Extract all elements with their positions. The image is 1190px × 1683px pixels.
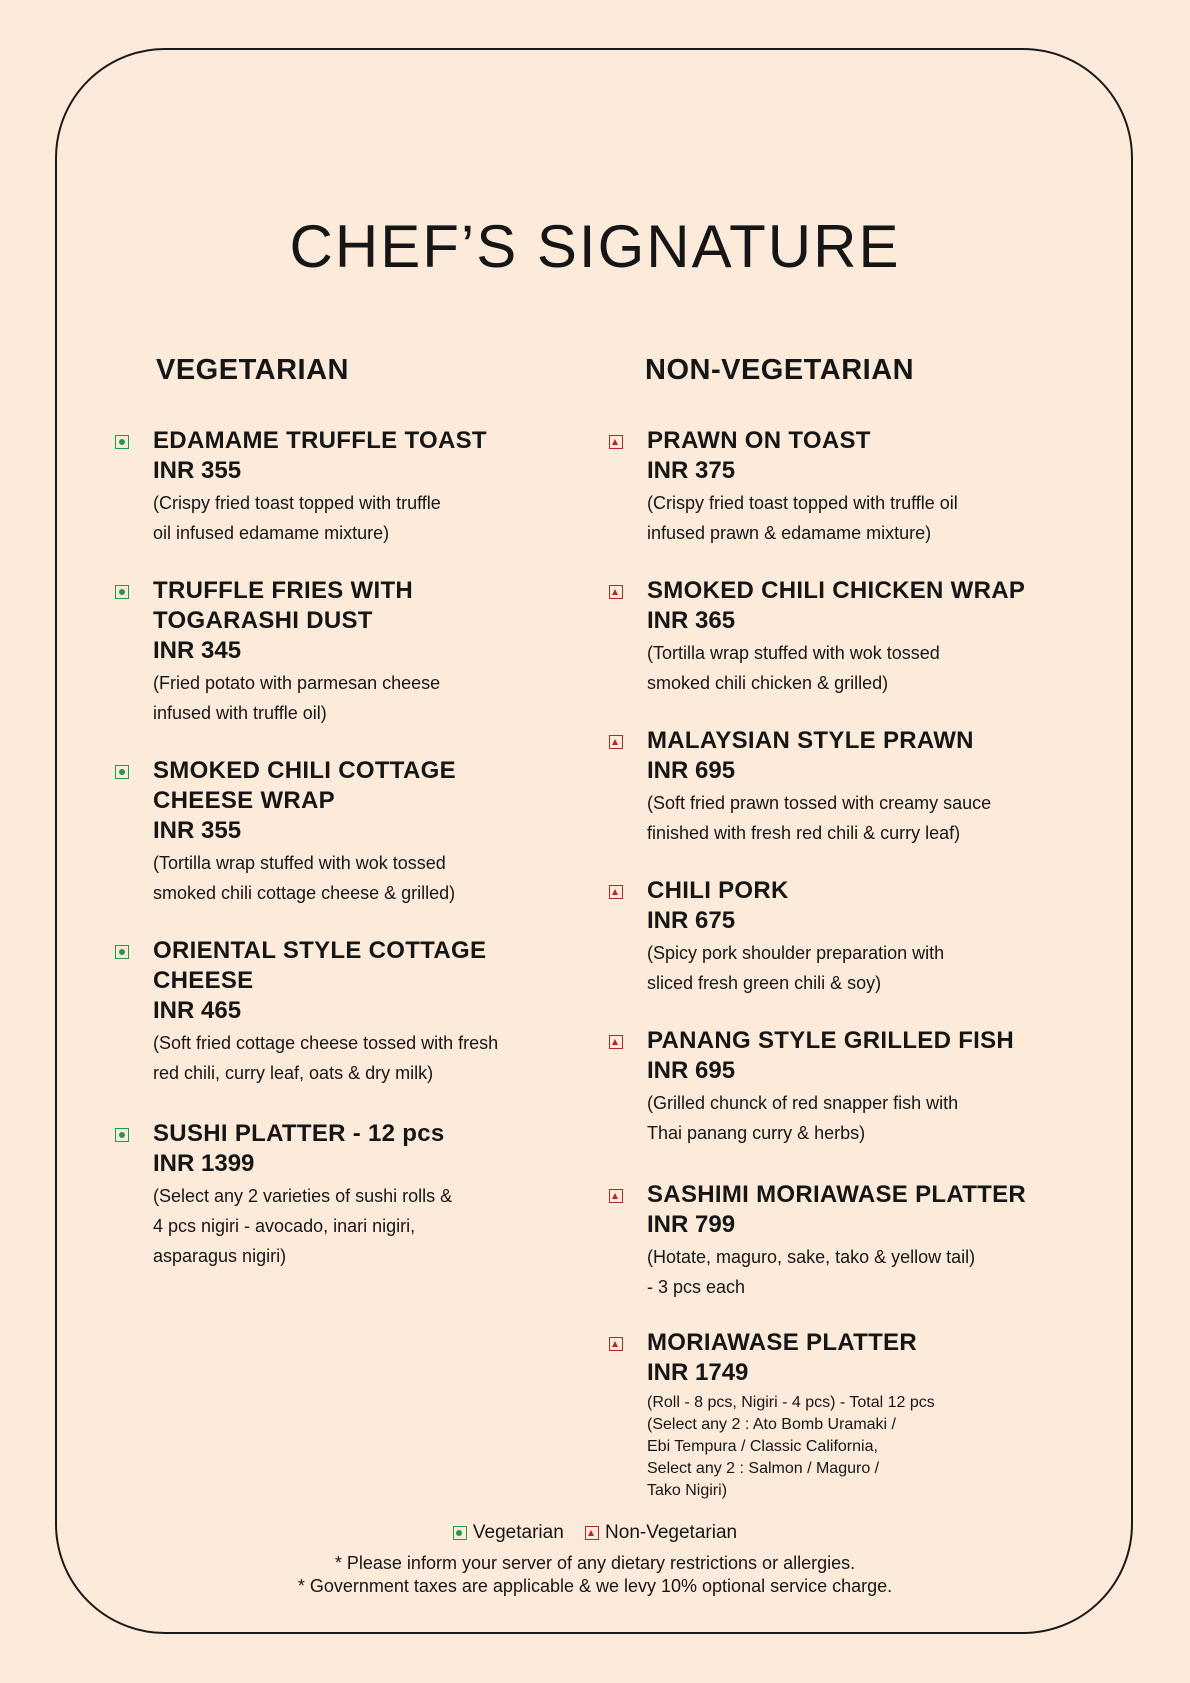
veg-icon	[453, 1526, 467, 1540]
menu-item	[153, 576, 440, 728]
item-name: EDAMAME TRUFFLE TOAST	[153, 427, 487, 454]
non-veg-icon	[609, 735, 623, 749]
item-price: INR 695	[647, 1057, 736, 1084]
veg-icon	[115, 585, 129, 599]
item-description: (Crispy fried toast topped with truffle oil infused edamame mixture)	[153, 493, 441, 543]
item-description: (Grilled chunck of red snapper fish with Thai panang curry & herbs)	[647, 1093, 959, 1143]
item-price: INR 355	[153, 457, 242, 484]
item-name: PANANG STYLE GRILLED FISH	[647, 1027, 1015, 1054]
allergy-note: * Please inform your server of any dietary restrictions or allergies.	[334, 1553, 856, 1573]
item-price: INR 1749	[647, 1359, 749, 1386]
vegetarian-heading: VEGETARIAN	[156, 354, 349, 386]
veg-icon	[115, 945, 129, 959]
item-price: INR 365	[647, 607, 736, 634]
menu-item	[153, 756, 456, 908]
menu-item	[153, 936, 498, 1088]
item-description: (Soft fried prawn tossed with creamy sauce finished with fresh red chili & curry leaf)	[647, 793, 992, 843]
veg-icon	[115, 435, 129, 449]
non-veg-icon	[609, 1035, 623, 1049]
item-price: INR 799	[647, 1211, 736, 1238]
menu-item	[647, 426, 958, 548]
item-description: (Tortilla wrap stuffed with wok tossed smoked chili chicken & grilled)	[647, 643, 940, 693]
tax-note: * Government taxes are applicable & we levy 10% optional service charge.	[297, 1576, 893, 1596]
menu-item	[153, 426, 487, 548]
menu-item	[647, 876, 944, 998]
item-price: INR 695	[647, 757, 736, 784]
item-price: INR 1399	[153, 1150, 255, 1177]
page-title: CHEF’S SIGNATURE	[289, 213, 901, 280]
menu-item	[647, 1180, 1026, 1302]
non-vegetarian-heading: NON-VEGETARIAN	[645, 354, 915, 386]
item-name: MORIAWASE PLATTER	[647, 1329, 917, 1356]
legend-veg-label: Vegetarian	[472, 1522, 564, 1543]
item-description: (Tortilla wrap stuffed with wok tossed smoked chili cottage cheese & grilled)	[153, 853, 456, 903]
item-description: (Select any 2 varieties of sushi rolls & 4 pcs nigiri - avocado, inari nigiri, asparagus nigiri)	[153, 1186, 453, 1266]
veg-icon	[115, 1128, 129, 1142]
non-veg-icon	[585, 1526, 599, 1540]
legend-veg	[453, 1520, 564, 1546]
non-veg-icon	[609, 435, 623, 449]
item-price: INR 375	[647, 457, 736, 484]
item-name: TRUFFLE FRIES WITH TOGARASHI DUST	[153, 577, 414, 634]
item-name: SUSHI PLATTER - 12 pcs	[153, 1120, 445, 1147]
item-price: INR 355	[153, 817, 242, 844]
non-veg-icon	[609, 885, 623, 899]
item-name: CHILI PORK	[647, 877, 789, 904]
legend-nonveg-label: Non-Vegetarian	[605, 1522, 738, 1543]
item-description: (Soft fried cottage cheese tossed with fresh red chili, curry leaf, oats & dry milk)	[153, 1033, 499, 1083]
veg-icon	[115, 765, 129, 779]
item-price: INR 465	[153, 997, 242, 1024]
item-price: INR 345	[153, 637, 242, 664]
non-veg-icon	[609, 585, 623, 599]
item-price: INR 675	[647, 907, 736, 934]
diet-legend	[0, 1520, 1190, 1548]
menu-item	[647, 576, 1025, 698]
menu-item	[647, 1026, 1014, 1148]
item-description: (Fried potato with parmesan cheese infused with truffle oil)	[153, 673, 441, 723]
item-name: MALAYSIAN STYLE PRAWN	[647, 727, 974, 754]
menu-item	[647, 726, 991, 848]
item-name: SASHIMI MORIAWASE PLATTER	[647, 1181, 1027, 1208]
item-name: ORIENTAL STYLE COTTAGE CHEESE	[153, 937, 487, 994]
menu-item	[153, 1119, 452, 1271]
non-veg-icon	[609, 1337, 623, 1351]
item-description: (Roll - 8 pcs, Nigiri - 4 pcs) - Total 12 pcs (Select any 2 : Ato Bomb Uramaki / Ebi Tempura / Classic California, Select any 2 : Salmon / Maguro / Tako Nigiri)	[647, 1394, 935, 1499]
item-name: PRAWN ON TOAST	[647, 427, 871, 454]
item-name: SMOKED CHILI COTTAGE CHEESE WRAP	[153, 757, 456, 814]
item-name: SMOKED CHILI CHICKEN WRAP	[647, 577, 1026, 604]
non-veg-icon	[609, 1189, 623, 1203]
menu-item	[647, 1328, 935, 1502]
item-description: (Crispy fried toast topped with truffle oil infused prawn & edamame mixture)	[647, 493, 958, 543]
item-description: (Hotate, maguro, sake, tako & yellow tail) - 3 pcs each	[647, 1247, 976, 1297]
legend-nonveg	[585, 1520, 737, 1546]
footer-notes	[0, 1552, 1190, 1598]
item-description: (Spicy pork shoulder preparation with sliced fresh green chili & soy)	[647, 943, 945, 993]
